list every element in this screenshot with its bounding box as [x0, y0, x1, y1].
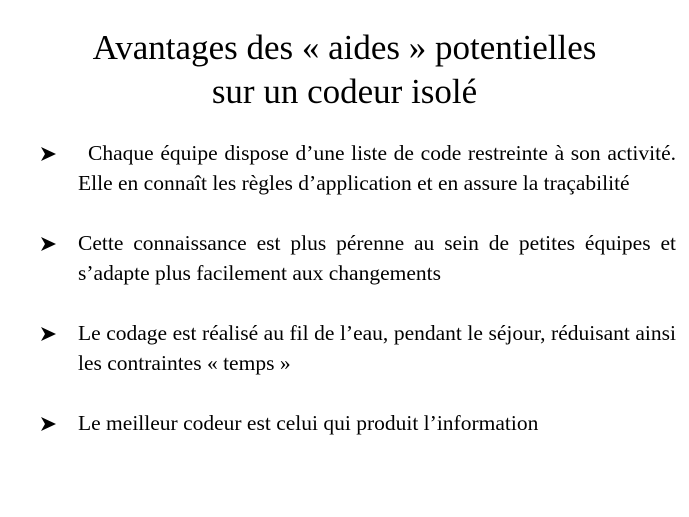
- bullet-item-3: [40, 318, 676, 378]
- bullet-text-1: Chaque équipe dispose d’une liste de code restreinte à son activité. Elle en connaît les règles d’application et en assure la traçabilité: [78, 141, 676, 195]
- bullet-item-4: [40, 408, 676, 438]
- arrowhead-bullet-icon: [40, 417, 56, 431]
- bullet-text-4: Le meilleur codeur est celui qui produit l’information: [78, 411, 539, 435]
- slide-title: [0, 26, 689, 114]
- arrowhead-bullet-icon: [40, 237, 56, 251]
- slide-title-line-1: Avantages des « aides » potentielles: [92, 28, 597, 67]
- bullet-text-3: Le codage est réalisé au fil de l’eau, pendant le séjour, réduisant ainsi les contraintes « temps »: [78, 321, 676, 375]
- arrowhead-bullet-icon: [40, 147, 56, 161]
- bullet-item-2: [40, 228, 676, 288]
- slide-title-line-2: sur un codeur isolé: [211, 72, 478, 111]
- arrowhead-bullet-icon: [40, 327, 56, 341]
- bullet-item-1: [40, 138, 676, 198]
- bullet-list: [40, 138, 676, 438]
- bullet-text-2: Cette connaissance est plus pérenne au sein de petites équipes et s’adapte plus facilement aux changements: [78, 231, 676, 285]
